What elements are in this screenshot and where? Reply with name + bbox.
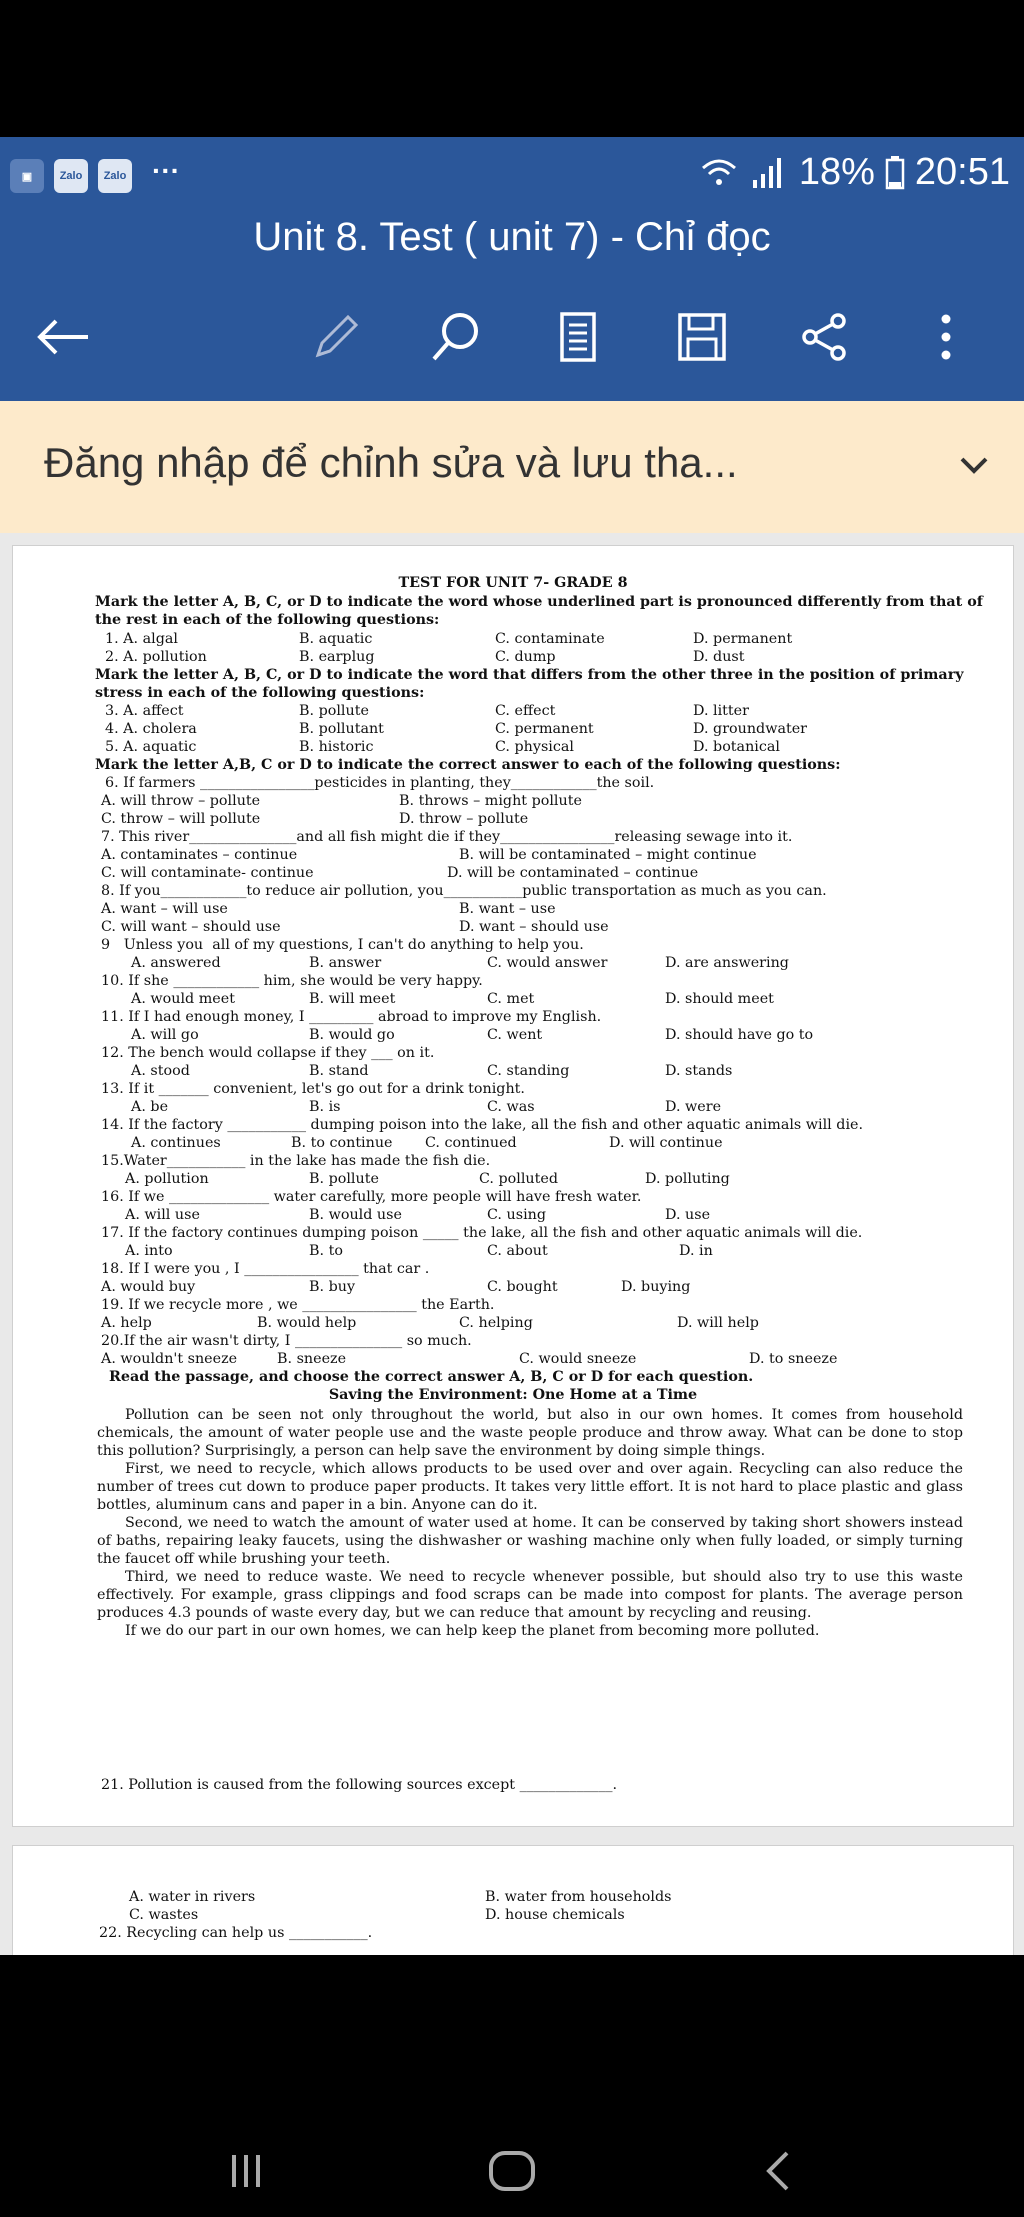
option: D. are answering — [665, 955, 789, 971]
option: B. will be contaminated – might continue — [459, 847, 757, 863]
passage-paragraph: Third, we need to reduce waste. We need to recycle whenever possible, but should also try to use this waste effectively. For example, grass clippings and food scraps can be made into compost for plants. The average person produces 4.3 pounds of waste every day, but we can reduce that amount by recycling and reusing. — [97, 1569, 963, 1621]
option: C. throw – will pollute — [101, 811, 261, 827]
option: C. polluted — [479, 1171, 558, 1187]
option: D. should meet — [665, 991, 774, 1007]
option: B. would use — [309, 1207, 402, 1223]
question: 15.Water___________ in the lake has made the fish die. — [101, 1153, 491, 1169]
option: A. be — [131, 1099, 169, 1115]
question: 20.If the air wasn't dirty, I _______________ so much. — [101, 1333, 472, 1349]
option: D. botanical — [693, 739, 780, 755]
instruction: the rest in each of the following questions: — [95, 612, 440, 628]
status-bar — [0, 137, 1024, 215]
recent-apps-icon — [226, 2151, 266, 2191]
option: C. standing — [487, 1063, 570, 1079]
question: 7. This river_______________and all fish might die if they________________releasing sewage into it. — [101, 829, 793, 845]
passage-title: Saving the Environment: One Home at a Time — [328, 1387, 698, 1403]
question: 16. If we ______________ water carefully, more people will have fresh water. — [101, 1189, 642, 1205]
question: 10. If she ____________ him, she would be very happy. — [101, 973, 483, 989]
option: B. aquatic — [299, 631, 373, 647]
option: C. would sneeze — [519, 1351, 637, 1367]
option: B. will meet — [309, 991, 396, 1007]
option: A. continues — [131, 1135, 221, 1151]
option: C. about — [487, 1243, 548, 1259]
back-chevron-icon — [763, 2149, 793, 2193]
option: 2. A. pollution — [105, 649, 207, 665]
option: C. using — [487, 1207, 546, 1223]
option: 3. A. affect — [105, 703, 184, 719]
option: A. will use — [125, 1207, 200, 1223]
option: C. bought — [487, 1279, 558, 1295]
document-title: Unit 8. Test ( unit 7) - Chỉ đọc — [253, 215, 771, 259]
option: C. would answer — [487, 955, 608, 971]
option: B. to — [309, 1243, 343, 1259]
system-nav-bar — [0, 1955, 1024, 2217]
instruction: Read the passage, and choose the correct answer A, B, C or D for each question. — [109, 1369, 754, 1385]
share-button[interactable] — [792, 305, 856, 369]
gallery-icon: ▣ — [10, 159, 44, 193]
option: C. permanent — [495, 721, 594, 737]
option: B. want – use — [459, 901, 556, 917]
option: 4. A. cholera — [105, 721, 197, 737]
option: C. will want – should use — [101, 919, 281, 935]
option: B. would go — [309, 1027, 395, 1043]
sign-in-text[interactable]: Đăng nhập để chỉnh sửa và lưu tha... — [44, 439, 738, 486]
question: 14. If the factory ___________ dumping poison into the lake, all the fish and other aquatic animals will die. — [101, 1117, 864, 1133]
option: D. permanent — [693, 631, 793, 647]
edit-button[interactable] — [304, 305, 368, 369]
reading-passage — [97, 1406, 963, 1640]
option: B. would help — [257, 1315, 357, 1331]
option: D. use — [665, 1207, 711, 1223]
question: 22. Recycling can help us ___________. — [99, 1925, 373, 1941]
option: C. went — [487, 1027, 543, 1043]
question: 12. The bench would collapse if they ___ on it. — [101, 1045, 435, 1061]
option: A. would meet — [131, 991, 235, 1007]
back-nav-button[interactable] — [748, 2141, 808, 2201]
option: D. buying — [621, 1279, 691, 1295]
option: B. earplug — [299, 649, 375, 665]
option: A. help — [101, 1315, 152, 1331]
save-icon — [676, 311, 728, 363]
signal-icon — [749, 156, 789, 190]
option: D. polluting — [645, 1171, 730, 1187]
more-options-button[interactable] — [914, 305, 978, 369]
document-viewport[interactable] — [0, 533, 1024, 1955]
option: D. to sneeze — [749, 1351, 838, 1367]
option: B. is — [309, 1099, 341, 1115]
option: 1. A. algal — [105, 631, 178, 647]
option: A. answered — [131, 955, 221, 971]
chevron-down-icon[interactable] — [954, 445, 994, 485]
back-button[interactable] — [30, 305, 94, 369]
option: C. met — [487, 991, 535, 1007]
option: C. will contaminate- continue — [101, 865, 314, 881]
option: C. effect — [495, 703, 556, 719]
more-notifications-icon: ··· — [152, 155, 180, 186]
question: 17. If the factory continues dumping poison _____ the lake, all the fish and other aquatic animals will die. — [101, 1225, 863, 1241]
app-header — [0, 215, 1024, 401]
option: D. litter — [693, 703, 749, 719]
zalo-icon: Zalo — [98, 159, 132, 193]
question: 21. Pollution is caused from the following sources except _____________. — [101, 1777, 618, 1793]
option: D. will help — [677, 1315, 759, 1331]
passage-paragraph: If we do our part in our own homes, we can help keep the planet from becoming more polluted. — [125, 1623, 820, 1639]
option: B. pollutant — [299, 721, 384, 737]
save-button[interactable] — [670, 305, 734, 369]
zalo-icon: Zalo — [54, 159, 88, 193]
option: A. want – will use — [101, 901, 228, 917]
option: B. answer — [309, 955, 382, 971]
question: 6. If farmers ________________pesticides in planting, they____________the soil. — [105, 775, 655, 791]
passage-paragraph: First, we need to recycle, which allows products to be used over and over again. Recycling can also reduce the number of trees cut down to produce paper products. It takes very little effort. It is not hard to place plastic and glass bottles, aluminum cans and paper in a bin. Anyone can do it. — [97, 1461, 963, 1513]
option: B. pollute — [299, 703, 369, 719]
search-icon — [428, 309, 484, 365]
option: D. house chemicals — [485, 1907, 625, 1923]
option: B. stand — [309, 1063, 369, 1079]
option: D. dust — [693, 649, 745, 665]
option: D. were — [665, 1099, 722, 1115]
option: B. pollute — [309, 1171, 379, 1187]
option: B. historic — [299, 739, 374, 755]
option: B. sneeze — [277, 1351, 347, 1367]
home-button[interactable] — [482, 2141, 542, 2201]
share-icon — [798, 311, 850, 363]
back-arrow-icon — [34, 317, 90, 357]
option: D. stands — [665, 1063, 733, 1079]
option: D. want – should use — [459, 919, 609, 935]
question: 11. If I had enough money, I _________ abroad to improve my English. — [101, 1009, 602, 1025]
instruction: Mark the letter A,B, C or D to indicate the correct answer to each of the following questions: — [95, 757, 841, 773]
option: C. contaminate — [495, 631, 605, 647]
option: A. would buy — [101, 1279, 196, 1295]
option: C. was — [487, 1099, 535, 1115]
option: 5. A. aquatic — [105, 739, 197, 755]
option: A. will throw – pollute — [101, 793, 261, 809]
option: C. continued — [425, 1135, 517, 1151]
option: A. will go — [131, 1027, 199, 1043]
instruction: Mark the letter A, B, C, or D to indicate the word that differs from the other three in the position of primary — [95, 667, 964, 683]
option: C. physical — [495, 739, 574, 755]
option: A. stood — [131, 1063, 190, 1079]
option: A. pollution — [125, 1171, 209, 1187]
document-page — [12, 1845, 1014, 1955]
question: 19. If we recycle more , we ________________ the Earth. — [101, 1297, 495, 1313]
option: D. in — [679, 1243, 713, 1259]
option: B. throws – might pollute — [399, 793, 582, 809]
question: 9 Unless you all of my questions, I can't do anything to help you. — [101, 937, 584, 953]
question: 18. If I were you , I ________________ that car . — [101, 1261, 430, 1277]
document-view-icon — [558, 311, 598, 363]
battery-icon — [885, 156, 905, 190]
passage-paragraph: Second, we need to watch the amount of water used at home. It can be conserved by taking short showers instead of baths, repairing leaky faucets, using the dishwasher or washing machine only when fully loaded, or simply turning the faucet off while brushing your teeth. — [97, 1515, 963, 1567]
option: D. should have go to — [665, 1027, 814, 1043]
option: A. into — [125, 1243, 173, 1259]
option: B. to continue — [291, 1135, 393, 1151]
recent-apps-button[interactable] — [216, 2141, 276, 2201]
home-icon — [487, 2149, 537, 2193]
document-page — [12, 545, 1014, 1827]
option: D. will continue — [609, 1135, 723, 1151]
option: C. wastes — [129, 1907, 199, 1923]
passage-paragraph: Pollution can be seen not only throughout the world, but also in our own homes. It comes from household chemicals, the amount of water people use and the waste people produce and throw away. What can be done to stop this pollution? Surprisingly, a person can help save the environment by doing simple things. — [97, 1407, 963, 1459]
instruction: Mark the letter A, B, C, or D to indicate the word whose underlined part is pronounced differently from that of — [95, 594, 983, 610]
test-title: TEST FOR UNIT 7- GRADE 8 — [398, 575, 628, 591]
option: C. dump — [495, 649, 556, 665]
option: D. will be contaminated – continue — [447, 865, 699, 881]
clock: 20:51 — [914, 151, 1010, 193]
option: A. water in rivers — [129, 1889, 256, 1905]
pencil-icon — [310, 311, 362, 363]
more-vertical-icon — [936, 311, 956, 363]
option: B. water from households — [485, 1889, 672, 1905]
option: A. wouldn't sneeze — [101, 1351, 238, 1367]
instruction: stress in each of the following questions: — [95, 685, 425, 701]
option: D. groundwater — [693, 721, 808, 737]
battery-level: 18% — [798, 151, 875, 193]
wifi-icon — [699, 156, 739, 190]
option: D. throw – pollute — [399, 811, 529, 827]
reading-view-button[interactable] — [546, 305, 610, 369]
sign-in-banner[interactable] — [0, 401, 1024, 533]
option: C. helping — [459, 1315, 533, 1331]
search-button[interactable] — [424, 305, 488, 369]
question: 13. If it _______ convenient, let's go out for a drink tonight. — [101, 1081, 525, 1097]
option: A. contaminates – continue — [101, 847, 298, 863]
question: 8. If you____________to reduce air pollution, you___________public transportation as much as you can. — [101, 883, 827, 899]
option: B. buy — [309, 1279, 356, 1295]
